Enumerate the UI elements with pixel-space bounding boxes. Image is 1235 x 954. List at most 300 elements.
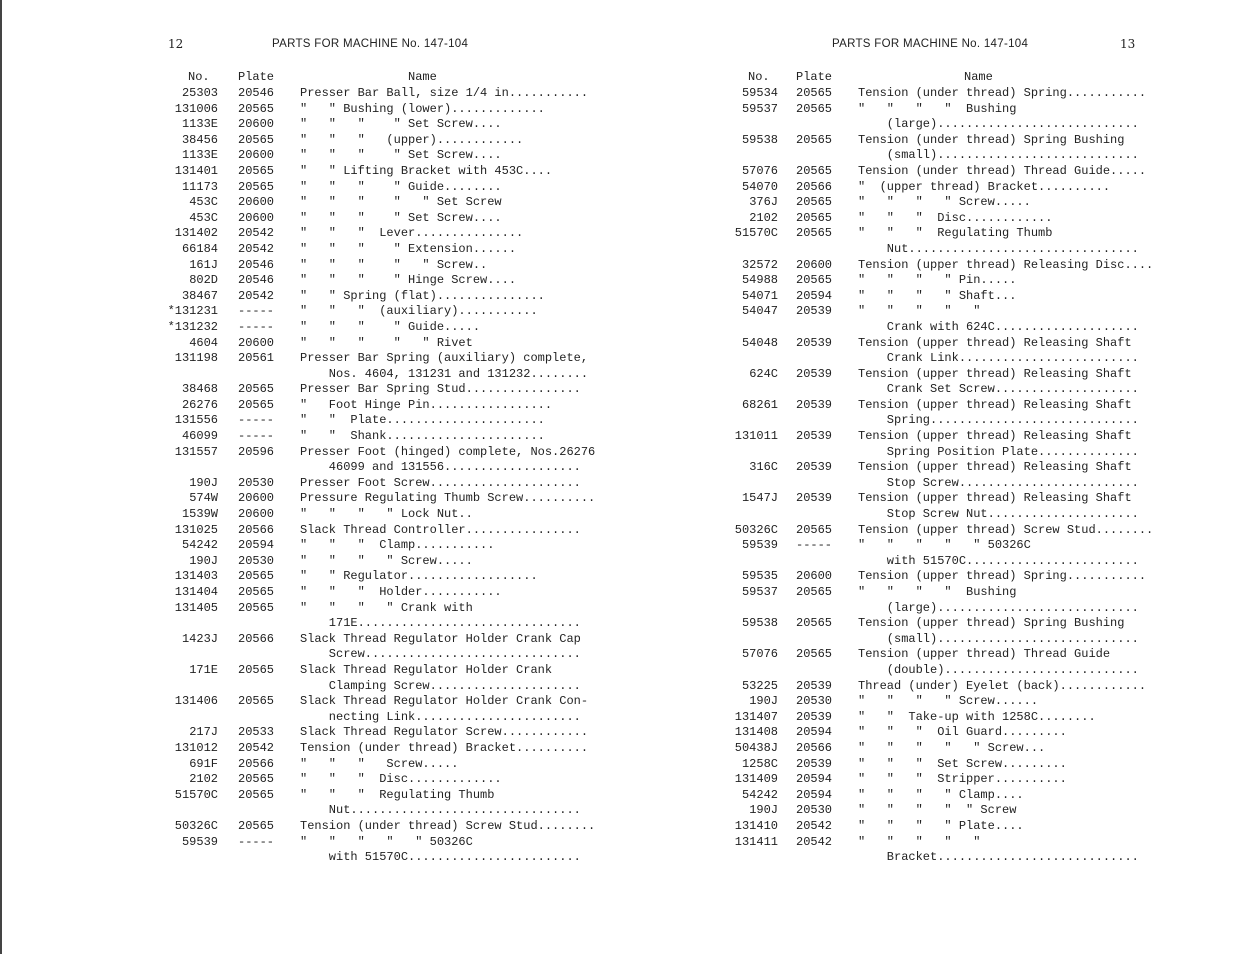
right-part-row xyxy=(728,725,1148,741)
left-header-plate: Plate xyxy=(238,70,275,84)
right-part-number: 59539 xyxy=(741,538,778,553)
left-part-number: 50326C xyxy=(174,818,218,833)
right-part-name: Tension (upper thread) Releasing Shaft xyxy=(858,366,1132,381)
right-part-name: Tension (upper thread) Releasing Shaft xyxy=(858,429,1132,444)
left-part-row xyxy=(160,413,590,429)
right-part-name: Bracket............................ xyxy=(858,850,1139,865)
left-parts-table xyxy=(160,70,596,866)
left-plate-number: 20566 xyxy=(238,522,275,537)
left-plate-number: 20565 xyxy=(238,179,275,194)
left-plate-number: ----- xyxy=(238,834,275,849)
right-part-name: with 51570C........................ xyxy=(858,553,1139,568)
left-part-row xyxy=(160,663,590,679)
left-part-name: Slack Thread Controller................ xyxy=(300,522,581,537)
right-part-number: 190J xyxy=(749,694,778,709)
right-part-name: Tension (upper thread) Spring........... xyxy=(858,569,1147,584)
left-plate-number: 20565 xyxy=(238,397,275,412)
left-plate-number: 20542 xyxy=(238,288,275,303)
right-plate-number: 20539 xyxy=(796,429,833,444)
left-plate-number: 20600 xyxy=(238,195,275,210)
right-part-number: 54071 xyxy=(741,288,778,303)
left-part-row xyxy=(160,320,590,336)
left-part-row xyxy=(160,367,590,383)
right-part-name: " " " " Bushing xyxy=(858,101,1017,116)
left-part-name: " " " " Crank with xyxy=(300,600,473,615)
left-part-number: 131025 xyxy=(174,522,218,537)
left-part-number: 4604 xyxy=(189,335,218,350)
right-part-row xyxy=(728,367,1148,383)
left-part-name: Presser Foot (hinged) complete, Nos.26276 xyxy=(300,444,596,459)
left-part-row xyxy=(160,429,590,445)
right-part-row xyxy=(728,211,1148,227)
left-part-row xyxy=(160,601,590,617)
right-part-number: 316C xyxy=(749,460,778,475)
right-plate-number: 20539 xyxy=(796,460,833,475)
right-part-name: Thread (under) Eyelet (back)............ xyxy=(858,678,1147,693)
left-part-name: " " " Clamp........... xyxy=(300,538,495,553)
right-part-name: Tension (upper thread) Releasing Shaft xyxy=(858,397,1132,412)
right-plate-number: 20539 xyxy=(796,335,833,350)
right-plate-number: 20542 xyxy=(796,834,833,849)
left-part-number: 691F xyxy=(189,756,218,771)
left-part-name: " " " " Hinge Screw.... xyxy=(300,273,517,288)
right-plate-number: 20565 xyxy=(796,132,833,147)
right-part-row xyxy=(728,741,1148,757)
left-part-number: 54242 xyxy=(181,538,218,553)
right-part-row xyxy=(728,507,1148,523)
left-part-number: 131403 xyxy=(174,569,218,584)
right-part-row xyxy=(728,819,1148,835)
left-part-name: " " " (upper)............ xyxy=(300,132,524,147)
left-part-number: 131406 xyxy=(174,694,218,709)
right-plate-number: 20600 xyxy=(796,257,833,272)
left-plate-number: 20542 xyxy=(238,226,275,241)
left-part-number: 1133E xyxy=(181,117,218,132)
right-part-row xyxy=(728,476,1148,492)
left-part-name: " " " Disc............. xyxy=(300,772,502,787)
right-plate-number: 20565 xyxy=(796,226,833,241)
right-part-name: " " " " Screw...... xyxy=(858,694,1039,709)
left-plate-number: 20546 xyxy=(238,86,275,100)
right-part-name: " " " " Pin..... xyxy=(858,273,1017,288)
right-part-number: 1258C xyxy=(741,756,778,771)
left-part-row xyxy=(160,226,590,242)
right-part-row xyxy=(728,788,1148,804)
right-part-row xyxy=(728,180,1148,196)
right-part-name: " " " " " Screw xyxy=(858,803,1017,818)
left-plate-number: 20594 xyxy=(238,538,275,553)
left-part-name: " " " " Guide........ xyxy=(300,179,502,194)
left-part-row xyxy=(160,554,590,570)
right-plate-number: 20539 xyxy=(796,709,833,724)
right-part-name: Spring............................. xyxy=(858,413,1139,428)
left-part-number: 131198 xyxy=(174,351,218,366)
right-part-name: " " " " " Screw... xyxy=(858,740,1046,755)
right-plate-number: 20539 xyxy=(796,678,833,693)
right-part-row xyxy=(728,148,1148,164)
left-plate-number: ----- xyxy=(238,304,275,319)
right-part-number: 190J xyxy=(749,803,778,818)
left-part-row xyxy=(160,632,590,648)
left-part-name: " " " " Set Screw.... xyxy=(300,210,502,225)
left-plate-number: 20565 xyxy=(238,585,275,599)
left-part-number: 161J xyxy=(189,257,218,272)
right-part-name: (double)........................... xyxy=(858,662,1139,677)
right-part-row xyxy=(728,242,1148,258)
left-part-row xyxy=(160,351,590,367)
right-part-number: 59537 xyxy=(741,101,778,116)
left-part-name: Slack Thread Regulator Screw............ xyxy=(300,725,589,740)
right-part-row xyxy=(728,835,1148,851)
left-part-row xyxy=(160,242,590,258)
right-part-number: 59535 xyxy=(741,569,778,584)
right-part-name: " " Take-up with 1258C........ xyxy=(858,709,1096,724)
left-plate-number: 20565 xyxy=(238,569,275,584)
left-part-row xyxy=(160,382,590,398)
right-part-number: 59537 xyxy=(741,585,778,599)
right-part-row xyxy=(728,117,1148,133)
left-part-name: Presser Bar Ball, size 1/4 in........... xyxy=(300,86,589,100)
right-part-name: Stop Screw Nut..................... xyxy=(858,507,1139,522)
left-part-name: " " Plate...................... xyxy=(300,413,545,428)
right-part-row xyxy=(728,351,1148,367)
right-plate-number: 20566 xyxy=(796,740,833,755)
left-part-row xyxy=(160,725,590,741)
right-part-row xyxy=(728,320,1148,336)
left-part-name: " " Bushing (lower)............. xyxy=(300,101,545,116)
right-part-row xyxy=(728,226,1148,242)
right-part-name: Tension (upper thread) Screw Stud........ xyxy=(858,522,1154,537)
left-part-row xyxy=(160,444,596,461)
left-plate-number: 20533 xyxy=(238,725,275,740)
left-part-name: Presser Foot Screw..................... xyxy=(300,475,581,490)
right-part-name: " " " " Clamp.... xyxy=(858,787,1024,802)
left-part-row xyxy=(160,148,590,164)
left-plate-number: ----- xyxy=(238,429,275,444)
right-part-row xyxy=(728,632,1148,648)
left-part-number: 190J xyxy=(189,553,218,568)
left-part-row xyxy=(160,694,590,710)
left-part-row xyxy=(160,258,590,274)
left-part-number: 131556 xyxy=(174,413,218,428)
left-part-number: 131006 xyxy=(174,101,218,116)
left-part-row xyxy=(160,164,590,180)
left-part-number: 38468 xyxy=(181,382,218,397)
left-part-number: 171E xyxy=(189,662,218,677)
left-part-name: Pressure Regulating Thumb Screw.......... xyxy=(300,491,596,506)
left-part-number: 38456 xyxy=(181,132,218,147)
right-part-row xyxy=(728,445,1148,461)
right-part-name: (large)............................ xyxy=(858,600,1139,615)
left-plate-number: 20566 xyxy=(238,756,275,771)
right-part-number: 32572 xyxy=(741,257,778,272)
right-part-name: (small)............................ xyxy=(858,148,1139,163)
left-part-name: with 51570C........................ xyxy=(300,850,581,865)
left-part-name: Nos. 4604, 131231 and 131232........ xyxy=(300,366,589,381)
right-part-row xyxy=(728,647,1148,663)
left-part-number: 1133E xyxy=(181,148,218,163)
left-part-name: " " " (auxiliary)........... xyxy=(300,304,538,319)
left-part-row xyxy=(160,538,590,554)
right-part-number: 54988 xyxy=(741,273,778,288)
right-part-number: 57076 xyxy=(741,647,778,662)
right-part-name: " " " Regulating Thumb xyxy=(858,226,1053,241)
right-plate-number: 20539 xyxy=(796,397,833,412)
right-plate-number: 20566 xyxy=(796,179,833,194)
right-part-row xyxy=(728,86,1148,102)
left-part-number: 131401 xyxy=(174,163,218,178)
right-plate-number: 20530 xyxy=(796,803,833,818)
right-part-row xyxy=(728,304,1148,320)
right-plate-number: 20594 xyxy=(796,725,833,740)
right-table-rows xyxy=(728,86,1154,866)
right-part-row xyxy=(728,569,1148,585)
left-part-name: " " " " " 50326C xyxy=(300,834,473,849)
left-part-name: " " " Lever............... xyxy=(300,226,524,241)
right-part-name: " " " " " xyxy=(858,304,981,319)
left-part-name: " " " " Extension...... xyxy=(300,241,517,256)
right-plate-number: 20542 xyxy=(796,818,833,833)
right-part-name: " (upper thread) Bracket.......... xyxy=(858,179,1111,194)
left-part-row xyxy=(160,195,590,211)
right-plate-number: 20594 xyxy=(796,288,833,303)
left-plate-number: 20565 xyxy=(238,787,275,802)
left-part-name: " " " Screw..... xyxy=(300,756,459,771)
right-plate-number: 20600 xyxy=(796,569,833,584)
right-part-row xyxy=(728,694,1148,710)
left-part-name: " " " " " Set Screw xyxy=(300,195,502,210)
left-plate-number: 20600 xyxy=(238,335,275,350)
right-page-title: PARTS FOR MACHINE No. 147-104 xyxy=(832,38,1029,50)
left-part-number: 46099 xyxy=(181,429,218,444)
left-part-row xyxy=(160,491,596,507)
left-part-number: 1539W xyxy=(181,507,218,522)
right-part-name: Tension (upper thread) Spring Bushing xyxy=(858,616,1125,631)
left-plate-number: 20565 xyxy=(238,101,275,116)
right-part-number: 51570C xyxy=(734,226,778,241)
right-part-row xyxy=(728,257,1154,274)
left-part-name: " " " " Set Screw.... xyxy=(300,148,502,163)
left-plate-number: 20566 xyxy=(238,631,275,646)
left-page-title: PARTS FOR MACHINE No. 147-104 xyxy=(272,38,469,50)
right-part-row xyxy=(728,133,1148,149)
left-part-number: 131557 xyxy=(174,444,218,459)
right-part-number: 131409 xyxy=(734,772,778,787)
right-part-number: 1547J xyxy=(741,491,778,506)
left-part-name: Slack Thread Regulator Holder Crank Cap xyxy=(300,631,581,646)
left-part-number: 26276 xyxy=(181,397,218,412)
right-plate-number: 20565 xyxy=(796,210,833,225)
right-part-number: 68261 xyxy=(741,397,778,412)
right-plate-number: 20565 xyxy=(796,101,833,116)
right-plate-number: 20594 xyxy=(796,772,833,787)
left-part-row xyxy=(160,850,590,866)
right-part-row xyxy=(728,413,1148,429)
left-part-row xyxy=(160,741,590,757)
right-plate-number: 20539 xyxy=(796,491,833,506)
left-part-number: 38467 xyxy=(181,288,218,303)
right-part-number: 59534 xyxy=(741,86,778,100)
left-part-name: " " " " Screw..... xyxy=(300,553,473,568)
right-part-number: 131011 xyxy=(734,429,778,444)
right-part-row xyxy=(728,382,1148,398)
left-part-name: Tension (under thread) Bracket.......... xyxy=(300,740,589,755)
right-part-name: " " " " Screw..... xyxy=(858,195,1031,210)
left-part-number: *131232 xyxy=(167,319,218,334)
right-part-name: Nut................................ xyxy=(858,241,1139,256)
left-part-number: 217J xyxy=(189,725,218,740)
left-part-name: " " " " Guide..... xyxy=(300,319,481,334)
left-plate-number: 20565 xyxy=(238,132,275,147)
left-part-name: Slack Thread Regulator Holder Crank xyxy=(300,662,553,677)
left-plate-number: 20600 xyxy=(238,148,275,163)
left-part-name: Screw.............................. xyxy=(300,647,581,662)
right-part-row xyxy=(728,164,1148,180)
left-part-name: " " Regulator.................. xyxy=(300,569,538,584)
left-part-name: " " Lifting Bracket with 453C.... xyxy=(300,163,553,178)
right-part-name: Crank with 624C.................... xyxy=(858,319,1139,334)
left-part-number: 453C xyxy=(189,210,218,225)
left-part-name: " " Shank...................... xyxy=(300,429,545,444)
right-part-row xyxy=(728,102,1148,118)
right-part-number: 54047 xyxy=(741,304,778,319)
left-part-number: 131012 xyxy=(174,740,218,755)
left-plate-number: 20600 xyxy=(238,507,275,522)
left-part-name: " Foot Hinge Pin................. xyxy=(300,397,553,412)
left-part-row xyxy=(160,304,590,320)
left-part-row xyxy=(160,460,590,476)
right-part-name: " " " Set Screw......... xyxy=(858,756,1067,771)
left-plate-number: 20565 xyxy=(238,600,275,615)
right-part-name: Tension (under thread) Spring Bushing xyxy=(858,132,1125,147)
left-part-row xyxy=(160,679,590,695)
right-part-number: 54048 xyxy=(741,335,778,350)
left-part-row xyxy=(160,616,590,632)
right-plate-number: 20565 xyxy=(796,163,833,178)
left-plate-number: 20542 xyxy=(238,241,275,256)
right-part-name: " " " " Plate.... xyxy=(858,818,1024,833)
left-plate-number: ----- xyxy=(238,413,275,428)
left-part-row xyxy=(160,273,590,289)
left-part-number: 11173 xyxy=(181,179,218,194)
right-part-number: 131411 xyxy=(734,834,778,849)
left-part-name: " " " " " Screw.. xyxy=(300,257,488,272)
left-part-row xyxy=(160,803,590,819)
left-table-header xyxy=(160,70,590,86)
left-part-number: 66184 xyxy=(181,241,218,256)
left-part-row xyxy=(160,757,590,773)
left-plate-number: 20530 xyxy=(238,475,275,490)
right-part-row xyxy=(728,710,1148,726)
left-part-row xyxy=(160,336,590,352)
right-part-name: " " " " Bushing xyxy=(858,585,1017,599)
right-part-name: Spring Position Plate.............. xyxy=(858,444,1139,459)
right-part-name: Crank Link......................... xyxy=(858,351,1139,366)
left-part-number: 131404 xyxy=(174,585,218,599)
left-part-name: Slack Thread Regulator Holder Crank Con- xyxy=(300,694,589,709)
right-plate-number: 20594 xyxy=(796,787,833,802)
left-plate-number: 20565 xyxy=(238,662,275,677)
left-part-name: 46099 and 131556................... xyxy=(300,460,581,475)
right-part-row xyxy=(728,616,1148,632)
right-part-number: 376J xyxy=(749,195,778,210)
left-plate-number: 20542 xyxy=(238,740,275,755)
left-part-name: 171E............................... xyxy=(300,616,581,631)
right-part-name: " " " Stripper.......... xyxy=(858,772,1067,787)
left-plate-number: 20596 xyxy=(238,444,275,459)
left-part-row xyxy=(160,788,590,804)
left-part-name: " " " Regulating Thumb xyxy=(300,787,495,802)
right-part-row xyxy=(728,538,1148,554)
right-part-number: 59538 xyxy=(741,616,778,631)
right-part-number: 54242 xyxy=(741,787,778,802)
left-part-row xyxy=(160,523,590,539)
right-plate-number: 20530 xyxy=(796,694,833,709)
left-plate-number: 20565 xyxy=(238,772,275,787)
left-part-row xyxy=(160,710,590,726)
right-part-row xyxy=(728,460,1148,476)
left-part-number: 453C xyxy=(189,195,218,210)
page-edge xyxy=(0,0,2,954)
left-part-number: 131402 xyxy=(174,226,218,241)
right-part-row xyxy=(728,273,1148,289)
right-page-number: 13 xyxy=(1120,37,1136,51)
left-plate-number: 20565 xyxy=(238,818,275,833)
right-plate-number: 20565 xyxy=(796,647,833,662)
left-table-rows xyxy=(160,86,596,866)
right-part-row xyxy=(728,398,1148,414)
right-part-name: " " " Oil Guard......... xyxy=(858,725,1067,740)
right-plate-number: 20539 xyxy=(796,304,833,319)
left-part-name: Nut................................ xyxy=(300,803,581,818)
right-part-number: 57076 xyxy=(741,163,778,178)
left-part-name: " " " " " Rivet xyxy=(300,335,473,350)
left-plate-number: 20565 xyxy=(238,382,275,397)
right-part-name: Tension (upper thread) Thread Guide xyxy=(858,647,1111,662)
left-part-name: " " " " Set Screw.... xyxy=(300,117,502,132)
right-part-name: " " " " " xyxy=(858,834,981,849)
right-part-name: Tension (upper thread) Releasing Disc.... xyxy=(858,257,1154,272)
right-part-number: 2102 xyxy=(749,210,778,225)
right-part-number: 50326C xyxy=(734,522,778,537)
right-part-row xyxy=(728,336,1148,352)
right-plate-number: ----- xyxy=(796,538,833,553)
right-part-row xyxy=(728,491,1148,507)
left-part-name: Clamping Screw..................... xyxy=(300,678,581,693)
right-plate-number: 20565 xyxy=(796,86,833,100)
left-part-number: 802D xyxy=(189,273,218,288)
left-plate-number: ----- xyxy=(238,319,275,334)
right-part-row xyxy=(728,554,1148,570)
left-part-row xyxy=(160,818,596,835)
right-plate-number: 20565 xyxy=(796,273,833,288)
right-part-name: Tension (under thread) Thread Guide..... xyxy=(858,163,1147,178)
left-part-row xyxy=(160,289,590,305)
right-part-name: " " " " Shaft... xyxy=(858,288,1017,303)
left-part-row xyxy=(160,507,590,523)
right-part-row xyxy=(728,803,1148,819)
right-part-number: 131408 xyxy=(734,725,778,740)
right-plate-number: 20565 xyxy=(796,585,833,599)
left-part-number: 25303 xyxy=(181,86,218,100)
right-part-number: 131407 xyxy=(734,709,778,724)
right-part-number: 624C xyxy=(749,366,778,381)
left-part-row xyxy=(160,772,590,788)
right-plate-number: 20565 xyxy=(796,195,833,210)
left-part-row xyxy=(160,585,590,601)
left-part-row xyxy=(160,102,590,118)
left-part-name: necting Link....................... xyxy=(300,709,581,724)
